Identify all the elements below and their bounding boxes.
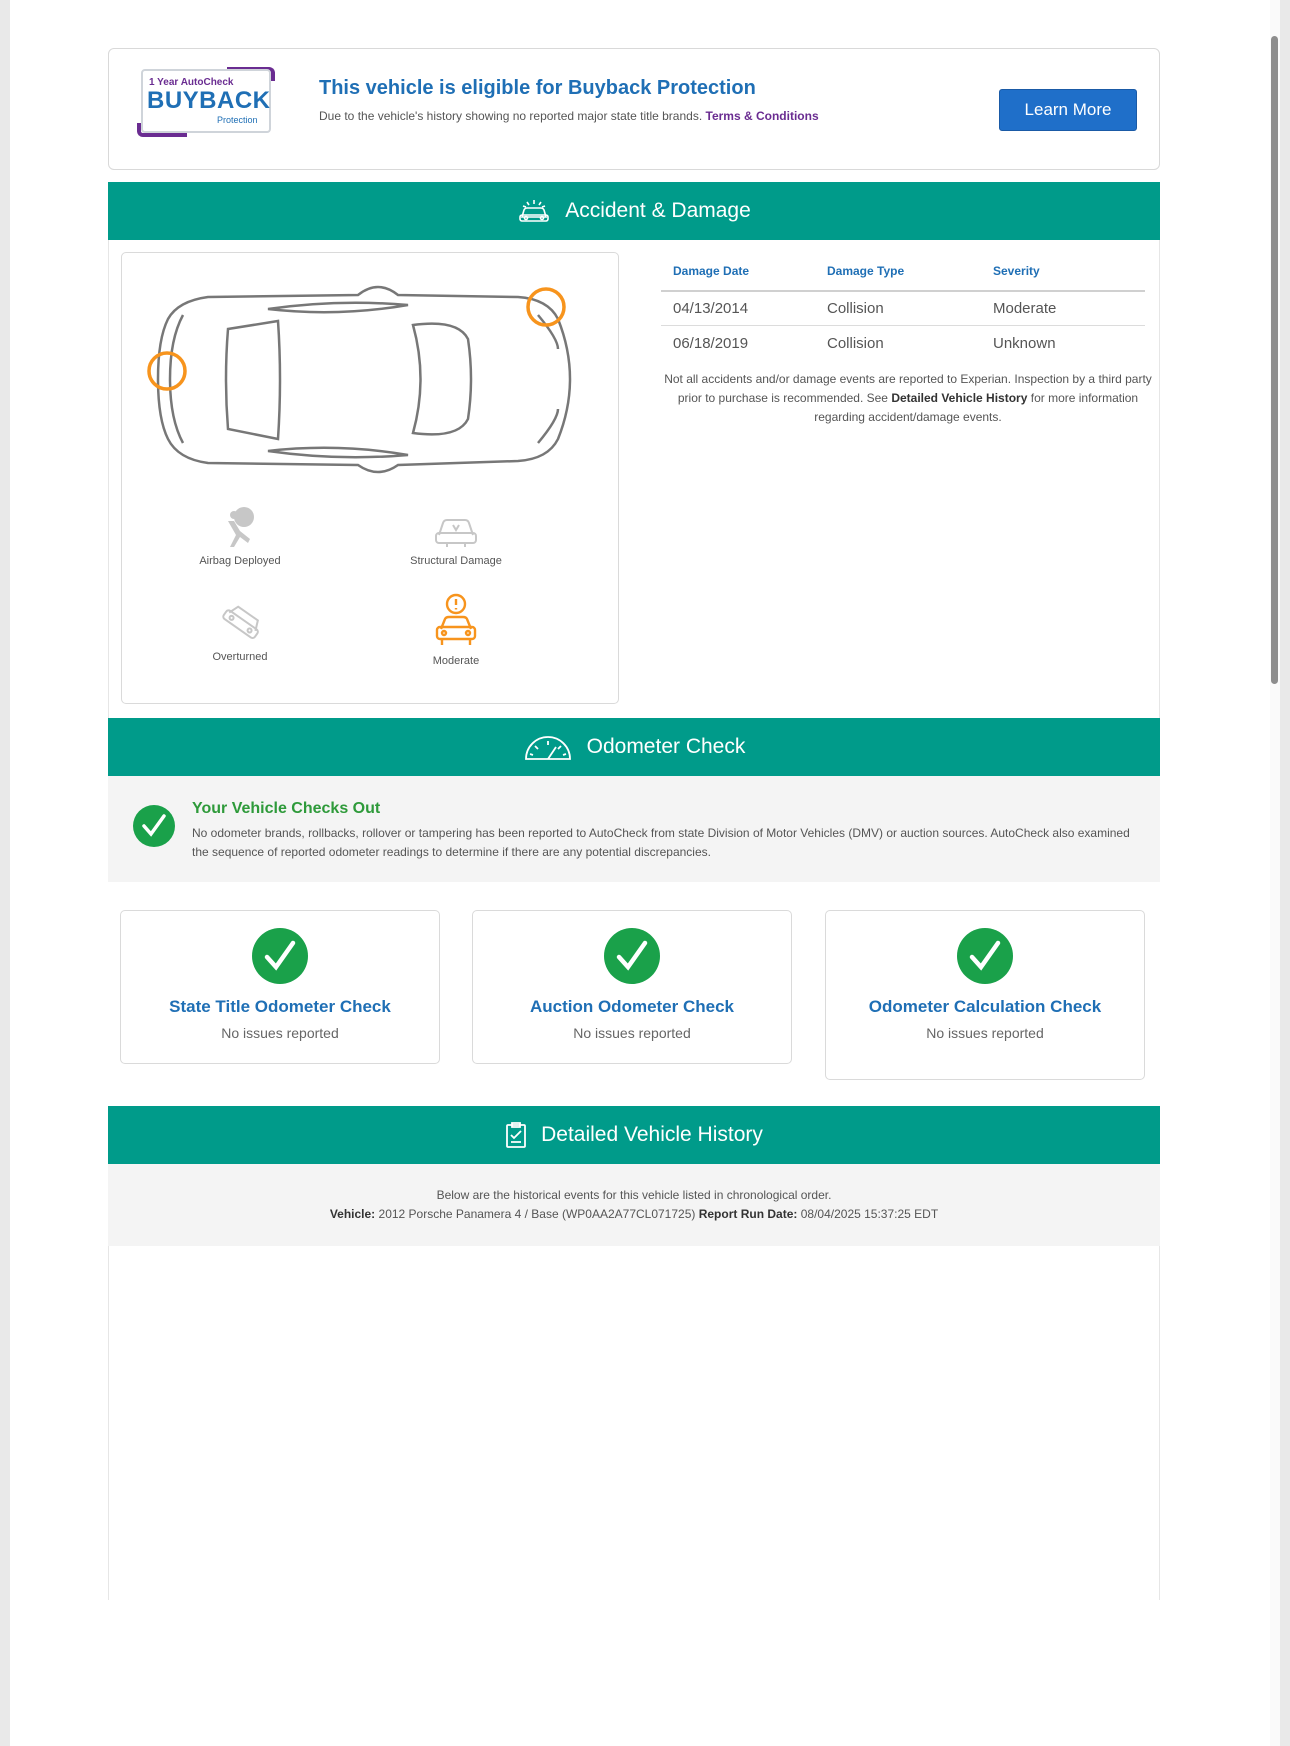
auction-odometer-card bbox=[472, 910, 792, 1064]
cell-type: Collision bbox=[827, 300, 884, 317]
cell-severity: Unknown bbox=[993, 334, 1056, 352]
moderate-damage-indicator bbox=[356, 593, 556, 667]
odometer-calculation-card bbox=[825, 910, 1145, 1080]
damage-table bbox=[661, 252, 1145, 360]
disclaimer-bold-link: Detailed Vehicle History bbox=[891, 391, 1028, 405]
structural-damage-icon bbox=[433, 515, 479, 549]
cell-type: Collision bbox=[827, 334, 884, 352]
odometer-summary-title: Your Vehicle Checks Out bbox=[192, 800, 381, 817]
card-status: No issues reported bbox=[926, 1025, 1044, 1041]
check-circle-icon bbox=[132, 804, 176, 848]
buyback-title: This vehicle is eligible for Buyback Protection bbox=[319, 77, 756, 99]
car-crash-icon bbox=[517, 197, 551, 225]
detailed-history-title: Detailed Vehicle History bbox=[541, 1123, 763, 1146]
buyback-logo bbox=[137, 63, 277, 143]
card-status: No issues reported bbox=[221, 1025, 339, 1041]
overturned-label: Overturned bbox=[212, 651, 268, 663]
table-row bbox=[661, 326, 1145, 360]
history-info bbox=[108, 1164, 1160, 1246]
moderate-damage-icon bbox=[433, 593, 479, 649]
speedometer-icon bbox=[523, 732, 573, 762]
accident-damage-header bbox=[108, 182, 1160, 240]
structural-damage-label: Structural Damage bbox=[410, 555, 502, 567]
car-diagram-panel bbox=[121, 252, 619, 704]
history-events-area bbox=[108, 1246, 1160, 1600]
car-top-view-diagram bbox=[128, 279, 608, 479]
logo-protection-text: Protection bbox=[217, 115, 258, 125]
airbag-label: Airbag Deployed bbox=[199, 555, 281, 567]
check-circle-icon bbox=[603, 927, 661, 985]
cell-date: 06/18/2019 bbox=[673, 334, 749, 352]
odometer-summary-text: No odometer brands, rollbacks, rollover or tampering has been reported to AutoCheck from state Division of Motor Vehicles (DMV) or auction sources. AutoCheck also examined the sequence of reported odometer readings to determine if there are any potential discrepancies. bbox=[192, 826, 1130, 859]
cell-date: 04/13/2014 bbox=[673, 300, 749, 317]
history-intro: Below are the historical events for this vehicle listed in chronological order. bbox=[436, 1188, 832, 1202]
odometer-check-title: Odometer Check bbox=[586, 735, 746, 758]
structural-damage-indicator bbox=[356, 515, 556, 567]
card-title: Odometer Calculation Check bbox=[868, 997, 1102, 1016]
detailed-history-header bbox=[108, 1106, 1160, 1164]
vehicle-value: 2012 Porsche Panamera 4 / Base (WP0AA2A77CL071725) bbox=[378, 1207, 696, 1221]
buyback-subtitle bbox=[319, 109, 819, 123]
moderate-label: Moderate bbox=[432, 655, 480, 667]
airbag-deployed-indicator bbox=[140, 505, 340, 567]
check-circle-icon bbox=[956, 927, 1014, 985]
overturned-indicator bbox=[140, 605, 340, 663]
odometer-check-header bbox=[108, 718, 1160, 776]
overturned-car-icon bbox=[218, 605, 262, 645]
disclaimer-text-pre: Not all accidents and/or damage events are reported to Experian. Inspection by a third party prior to purchase is recommended. See bbox=[664, 372, 1152, 405]
table-row bbox=[661, 292, 1145, 326]
logo-big-text: BUYBACK bbox=[147, 87, 271, 114]
odometer-summary bbox=[108, 776, 1160, 882]
card-title: State Title Odometer Check bbox=[169, 997, 391, 1016]
col-damage-type: Damage Type bbox=[827, 264, 905, 278]
accident-damage-title: Accident & Damage bbox=[565, 199, 751, 222]
terms-conditions-link[interactable]: Terms & Conditions bbox=[705, 109, 819, 123]
buyback-banner bbox=[108, 48, 1160, 170]
col-damage-date: Damage Date bbox=[673, 264, 750, 278]
damage-disclaimer bbox=[661, 370, 1155, 427]
check-circle-icon bbox=[251, 927, 309, 985]
card-status: No issues reported bbox=[573, 1025, 691, 1041]
logo-small-text: 1 Year AutoCheck bbox=[149, 77, 234, 88]
clipboard-check-icon bbox=[505, 1121, 527, 1149]
airbag-icon bbox=[220, 505, 260, 549]
accident-damage-body bbox=[108, 240, 1160, 718]
card-title: Auction Odometer Check bbox=[529, 997, 735, 1016]
col-severity: Severity bbox=[993, 264, 1040, 278]
damage-table-header bbox=[661, 252, 1145, 292]
history-vehicle-line bbox=[108, 1205, 1160, 1224]
buyback-subtitle-text: Due to the vehicle's history showing no reported major state title brands. bbox=[319, 109, 703, 123]
learn-more-button[interactable]: Learn More bbox=[999, 89, 1137, 131]
disclaimer-text-post: for more information regarding accident/damage events. bbox=[814, 391, 1139, 424]
cell-severity: Moderate bbox=[993, 300, 1057, 317]
scrollbar-thumb[interactable] bbox=[1271, 36, 1278, 684]
vehicle-label: Vehicle: bbox=[329, 1207, 376, 1221]
run-date-value: 08/04/2025 15:37:25 EDT bbox=[800, 1207, 939, 1221]
state-title-odometer-card bbox=[120, 910, 440, 1064]
run-date-label: Report Run Date: bbox=[698, 1207, 798, 1221]
